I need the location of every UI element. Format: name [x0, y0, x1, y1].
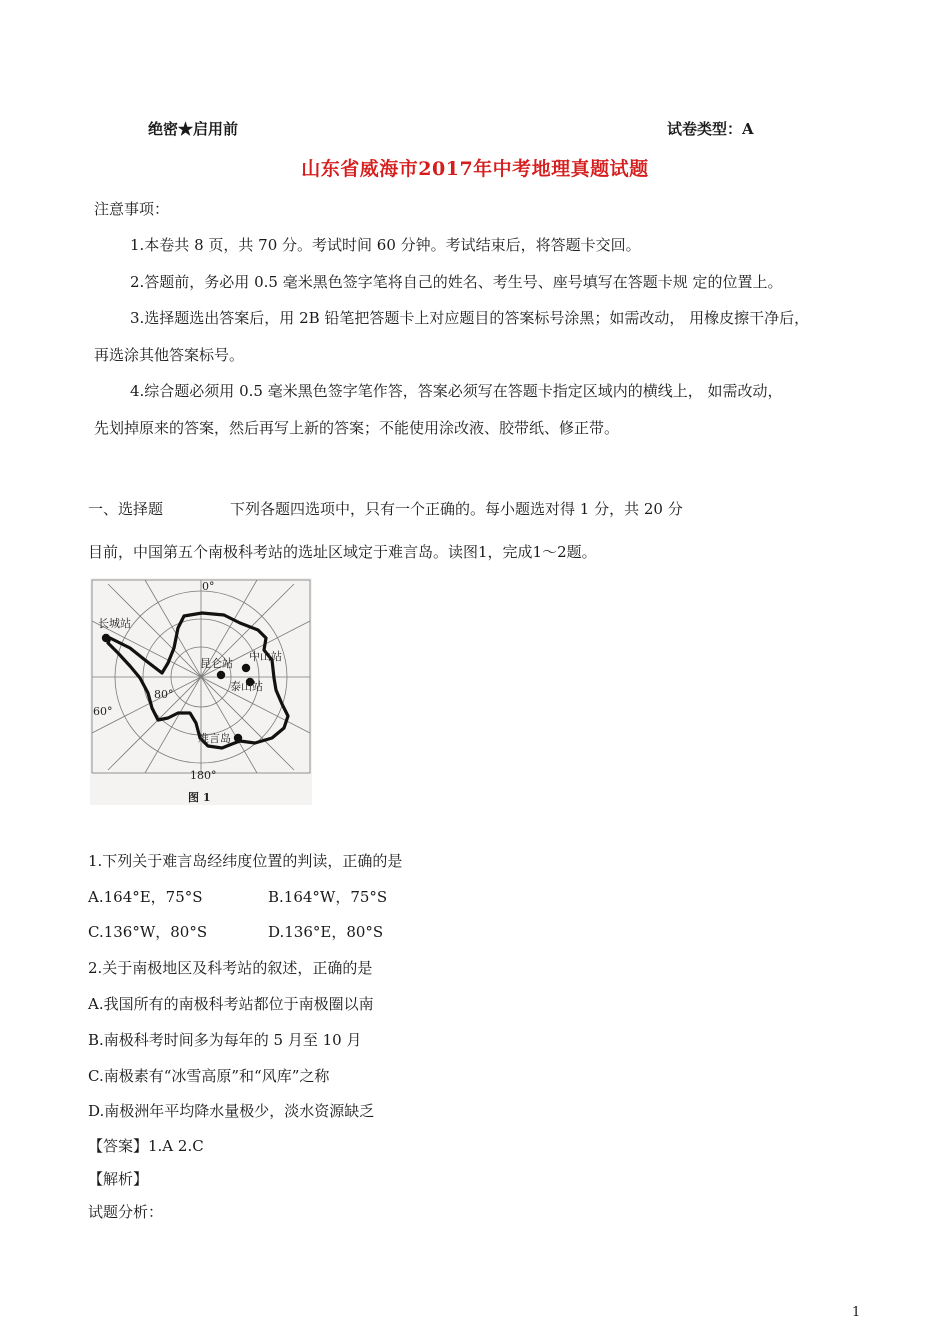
question-2-option-b: B.南极科考时间多为每年的 5 月至 10 月: [88, 1031, 362, 1049]
confidential-label: 绝密★启用前: [148, 120, 239, 138]
question-1-option-b: B.164°W，75°S: [268, 888, 388, 906]
question-2-option-d: D.南极洲年平均降水量极少，淡水资源缺乏: [88, 1102, 375, 1120]
map-label-80: 80°: [154, 688, 174, 701]
label-changcheng: 长城站: [98, 617, 131, 630]
answer-line: 【答案】1.A 2.C: [88, 1137, 204, 1155]
map-label-180: 180°: [190, 769, 217, 782]
question-2-option-a: A.我国所有的南极科考站都位于南极圈以南: [88, 995, 374, 1013]
question-2-option-c: C.南极素有“冰雪高原”和“风库”之称: [88, 1067, 330, 1085]
label-kunlun: 昆仑站: [200, 657, 233, 670]
figure-caption: 图 1: [188, 791, 211, 804]
notice-item-3: 3.选择题选出答案后，用 2B 铅笔把答题卡上对应题目的答案标号涂黑；如需改动， 用橡皮擦干净后，: [130, 309, 810, 327]
question-2-stem: 2.关于南极地区及科考站的叙述，正确的是: [88, 959, 373, 977]
notice-item-4-cont: 先划掉原来的答案，然后再写上新的答案；不能使用涂改液、胶带纸、修正带。: [94, 419, 620, 437]
label-taishan: 泰山站: [230, 680, 263, 693]
page-title: 山东省威海市2017年中考地理真题试题: [301, 158, 649, 180]
nanyan-island-dot: [234, 734, 242, 742]
antarctica-map-svg: [90, 578, 312, 805]
zhongshan-station-dot: [242, 664, 250, 672]
question-1-option-d: D.136°E，80°S: [268, 923, 384, 941]
label-nanyan: 难言岛: [198, 732, 231, 745]
notice-heading: 注意事项：: [94, 200, 170, 218]
map-label-60: 60°: [93, 705, 113, 718]
analysis-subheading: 试题分析：: [88, 1203, 164, 1221]
analysis-heading: 【解析】: [88, 1170, 149, 1188]
question-1-option-a: A.164°E，75°S: [88, 888, 203, 906]
changcheng-station-dot: [102, 634, 110, 642]
map-label-0: 0°: [202, 580, 215, 593]
section-title: 一、选择题: [88, 500, 164, 518]
notice-item-3-cont: 再选涂其他答案标号。: [94, 346, 245, 364]
antarctica-map: [90, 578, 312, 805]
paper-type-label: 试卷类型：A: [667, 120, 754, 138]
question-1-option-c: C.136°W，80°S: [88, 923, 208, 941]
kunlun-station-dot: [217, 671, 225, 679]
question-1-stem: 1.下列关于难言岛经纬度位置的判读，正确的是: [88, 852, 403, 870]
page-number: 1: [852, 1305, 861, 1320]
question-intro: 目前，中国第五个南极科考站的选址区域定于难言岛。读图1，完成1～2题。: [88, 543, 597, 561]
notice-item-1: 1.本卷共 8 页，共 70 分。考试时间 60 分钟。考试结束后，将答题卡交回。: [130, 236, 641, 254]
section-instruction: 下列各题四选项中，只有一个正确的。每小题选对得 1 分，共 20 分: [230, 500, 683, 518]
notice-item-2: 2.答题前，务必用 0.5 毫米黑色签字笔将自己的姓名、考生号、座号填写在答题卡规 定的位置上。: [130, 273, 783, 291]
label-zhongshan: 中山站: [249, 650, 282, 663]
notice-item-4: 4.综合题必须用 0.5 毫米黑色签字笔作答，答案必须写在答题卡指定区域内的横线上， 如需改动，: [130, 382, 783, 400]
